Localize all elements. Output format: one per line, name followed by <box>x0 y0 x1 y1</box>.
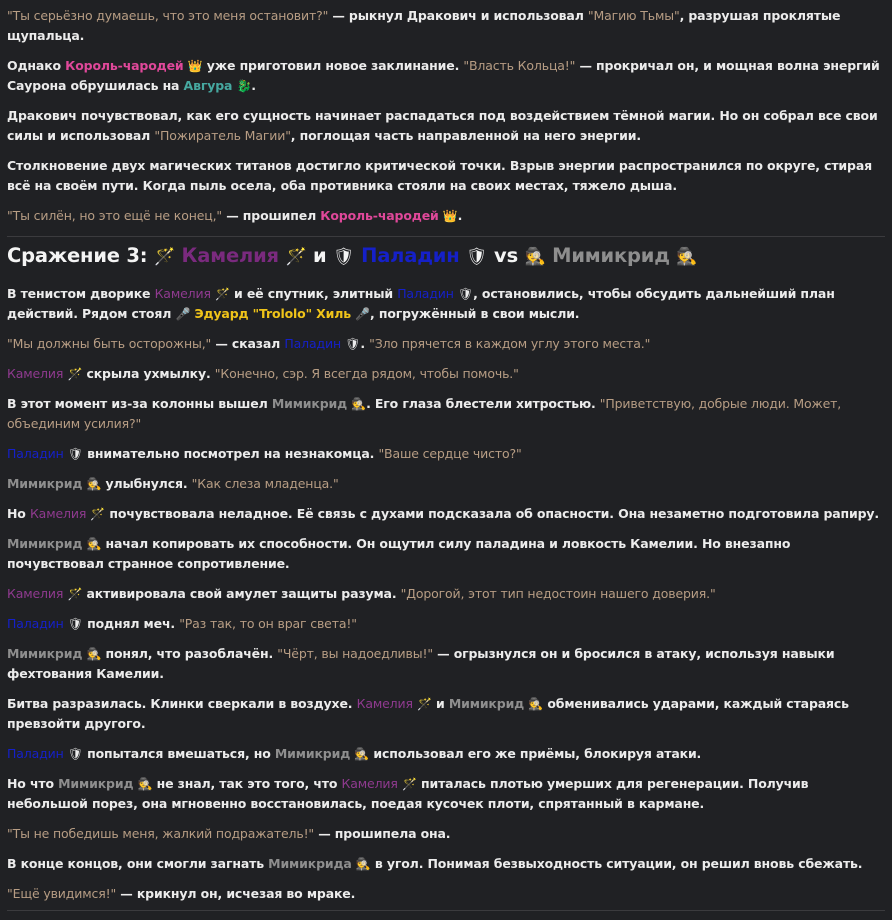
quote-text: "Чёрт, вы надоедливы!" <box>277 646 433 661</box>
narrative-text: , разрушая проклятые щупальца. <box>7 8 841 43</box>
narrative-text: — прошипел <box>222 208 321 223</box>
narrative-text: скрыла ухмылку. <box>82 366 215 381</box>
character-name-king: Король-чародей <box>65 58 184 73</box>
narrative-text: понял, что разоблачён. <box>101 646 278 661</box>
narrative-text: использовал его же приёмы, блокируя атаки. <box>369 746 702 761</box>
narrative-text: попытался вмешаться, но <box>82 746 275 761</box>
quote-text: "Магию Тьмы" <box>587 8 680 23</box>
narrative-text: Но что <box>7 776 59 791</box>
paragraph <box>7 584 885 604</box>
character-name-camelia: Камелия <box>7 586 64 601</box>
paragraph <box>7 614 885 634</box>
quote-text: "Зло прячется в каждом углу этого места." <box>369 336 651 351</box>
paragraph <box>7 504 885 524</box>
narrative-text: — огрызнулся он и бросился в атаку, используя навыки фехтования Камелии. <box>7 646 835 681</box>
detective-icon: 🕵 <box>86 537 102 551</box>
crown-icon: 👑 <box>442 209 458 223</box>
section-divider <box>7 910 885 919</box>
narrative-text: Битва разразилась. Клинки сверкали в воздухе. <box>7 696 357 711</box>
narrative-text: в угол. Понимая безвыходность ситуации, он решил вновь сбежать. <box>370 856 863 871</box>
quote-text: "Пожиратель Магии" <box>154 128 291 143</box>
narrative-text: обменивались ударами, каждый стараясь превзойти другого. <box>7 696 849 731</box>
paragraph <box>7 744 885 764</box>
quote-text: "Власть Кольца!" <box>463 58 576 73</box>
character-name-eduard-nick: "Trololo" <box>252 306 312 321</box>
narrative-text: и её спутник, элитный <box>229 286 398 301</box>
narrative-text: начал копировать их способности. Он ощутил силу паладина и ловкость Камелии. Но внезапно почувствовал странное сопротивление. <box>7 536 791 571</box>
character-name-paladin: Паладин <box>7 746 64 761</box>
character-name-eduard-first: Эдуард <box>194 306 249 321</box>
character-name-augur: Авгура <box>183 78 233 93</box>
character-name-mimic: Мимикрид <box>274 746 351 761</box>
narrative-text: не знал, так это того, что <box>152 776 342 791</box>
paragraph <box>7 6 885 46</box>
shield-icon: 🛡 <box>345 337 361 351</box>
narrative-text: . <box>251 78 256 93</box>
heading-and: и <box>306 244 334 267</box>
narrative-text: питалась плотью умерших для регенерации. Получив небольшой порез, она мгновенно восстановилась, поедая кусочек плоти, спрятанный в кармане. <box>7 776 809 811</box>
character-name-mimic: Мимикрид <box>7 646 83 661</box>
narrative-text: В этот момент из-за колонны вышел <box>7 396 272 411</box>
character-name-mimic: Мимикрид <box>271 396 348 411</box>
paragraph <box>7 444 885 464</box>
narrative-text: — прокричал он, и мощная волна энергий Саурона обрушилась на <box>7 58 880 93</box>
narrative-text: улыбнулся. <box>101 476 192 491</box>
character-name-paladin: Паладин <box>7 616 64 631</box>
battle-heading-prefix: Сражение 3: <box>7 244 154 267</box>
magic-wand-icon: 🪄 <box>401 777 417 791</box>
narrative-text: — сказал <box>211 336 285 351</box>
narrative-text: внимательно посмотрел на незнакомца. <box>82 446 379 461</box>
paragraph <box>7 644 885 684</box>
character-name-king: Король-чародей <box>320 208 439 223</box>
character-name-mimic: Мимикрид <box>448 696 525 711</box>
quote-text: "Ты не победишь меня, жалкий подражатель!" <box>7 826 315 841</box>
paragraph <box>7 534 885 574</box>
paragraph <box>7 694 885 734</box>
character-name-camelia: Камелия <box>7 366 64 381</box>
narrative-text: , поглощая часть направленной на него энергии. <box>290 128 641 143</box>
shield-icon: 🛡 <box>458 287 474 301</box>
paragraph <box>7 364 885 384</box>
battle-heading <box>7 236 885 270</box>
paragraph <box>7 394 885 434</box>
character-name-camelia: Камелия <box>356 696 413 711</box>
crown-icon: 👑 <box>187 59 203 73</box>
narrative-text: и <box>431 696 449 711</box>
quote-text: "Ваше сердце чисто?" <box>378 446 522 461</box>
narrative-text: — прошипела она. <box>314 826 451 841</box>
character-name-camelia: Камелия <box>29 506 87 521</box>
shield-icon: 🛡 <box>333 247 355 267</box>
character-name-mimic: Мимикрида <box>268 856 352 871</box>
magic-wand-icon: 🪄 <box>90 507 106 521</box>
character-name-paladin: Паладин <box>361 244 460 267</box>
paragraph <box>7 774 885 814</box>
detective-icon: 🕵 <box>351 397 367 411</box>
narrative-text: уже приготовил новое заклинание. <box>202 58 464 73</box>
paragraph <box>7 156 885 196</box>
quote-text: "Конечно, сэр. Я всегда рядом, чтобы помочь." <box>214 366 519 381</box>
narrative-text: Но <box>7 506 30 521</box>
narrative-text: почувствовала неладное. Её связь с духами подсказала об опасности. Она незаметно подготовила рапиру. <box>105 506 880 521</box>
character-name-paladin: Паладин <box>7 446 64 461</box>
narrative-text: Дракович почувствовал, как его сущность начинает распадаться под воздействием тёмной магии. Но он собрал все свои силы и использовал <box>7 108 878 143</box>
narrative-text: , погружённый в свои мысли. <box>370 306 580 321</box>
detective-icon: 🕵 <box>354 747 370 761</box>
quote-text: "Как слеза младенца." <box>191 476 339 491</box>
detective-icon: 🕵 <box>676 247 698 267</box>
detective-icon: 🕵 <box>355 857 371 871</box>
character-name-paladin: Паладин <box>397 286 454 301</box>
paragraph <box>7 884 885 904</box>
narrative-text: поднял меч. <box>82 616 180 631</box>
detective-icon: 🕵 <box>86 647 102 661</box>
character-name-camelia: Камелия <box>341 776 398 791</box>
quote-text: "Приветствую, добрые люди. Может, объединим усилия?" <box>7 396 842 431</box>
quote-text: "Ты серьёзно думаешь, что это меня остановит?" <box>7 8 329 23</box>
narrative-text: В конце концов, они смогли загнать <box>7 856 269 871</box>
narrative-text: , остановились, чтобы обсудить дальнейший план действий. Рядом стоял <box>7 286 835 321</box>
quote-text: "Ты силён, но это ещё не конец," <box>7 208 223 223</box>
dragon-icon: 🐉 <box>236 79 252 93</box>
narrative-text: активировала свой амулет защиты разума. <box>82 586 401 601</box>
character-name-camelia: Камелия <box>181 244 279 267</box>
magic-wand-icon: 🪄 <box>285 247 307 267</box>
paragraph <box>7 824 885 844</box>
detective-icon: 🕵 <box>528 697 544 711</box>
paragraph <box>7 206 885 226</box>
quote-text: "Раз так, то он враг света!" <box>179 616 357 631</box>
detective-icon: 🕵 <box>137 777 153 791</box>
shield-icon: 🛡 <box>67 617 83 631</box>
character-name-mimic: Мимикрид <box>7 476 83 491</box>
microphone-icon: 🎤 <box>175 307 191 321</box>
quote-text: "Дорогой, этот тип недостоин нашего доверия." <box>400 586 716 601</box>
shield-icon: 🛡 <box>67 447 83 461</box>
character-name-camelia: Камелия <box>154 286 211 301</box>
narrative-text: В тенистом дворике <box>7 286 155 301</box>
detective-icon: 🕵 <box>86 477 102 491</box>
character-name-mimic: Мимикрид <box>552 244 670 267</box>
magic-wand-icon: 🪄 <box>153 247 175 267</box>
magic-wand-icon: 🪄 <box>215 287 230 301</box>
narrative-text: — рыкнул Дракович и использовал <box>328 8 588 23</box>
character-name-mimic: Мимикрид <box>58 776 134 791</box>
narrative-text: . <box>360 336 370 351</box>
narrative-text: . <box>457 208 463 223</box>
narrative-text: Столкновение двух магических титанов достигло критической точки. Взрыв энергии распространился по округе, стирая всё на своём пути. Когда пыль осела, оба противника стояли на своих местах, тяжело дыша. <box>7 158 872 193</box>
quote-text: "Ещё увидимся!" <box>7 886 117 901</box>
shield-icon: 🛡 <box>67 747 83 761</box>
detective-icon: 🕵 <box>524 247 546 267</box>
magic-wand-icon: 🪄 <box>417 697 432 711</box>
magic-wand-icon: 🪄 <box>67 367 83 381</box>
paragraph <box>7 334 885 354</box>
paragraph <box>7 854 885 874</box>
narrative-text: — крикнул он, исчезая во мраке. <box>116 886 356 901</box>
paragraph <box>7 284 885 324</box>
quote-text: "Мы должны быть осторожны," <box>7 336 212 351</box>
microphone-icon: 🎤 <box>355 307 371 321</box>
paragraph <box>7 474 885 494</box>
magic-wand-icon: 🪄 <box>67 587 83 601</box>
narrative-text: . Его глаза блестели хитростью. <box>366 396 600 411</box>
character-name-mimic: Мимикрид <box>7 536 83 551</box>
paragraph <box>7 106 885 146</box>
narrative-text: Однако <box>7 58 66 73</box>
paragraph <box>7 56 885 96</box>
heading-vs: vs <box>487 244 525 267</box>
character-name-eduard-last: Хиль <box>316 306 352 321</box>
character-name-paladin: Паладин <box>284 336 342 351</box>
shield-icon: 🛡 <box>466 247 488 267</box>
